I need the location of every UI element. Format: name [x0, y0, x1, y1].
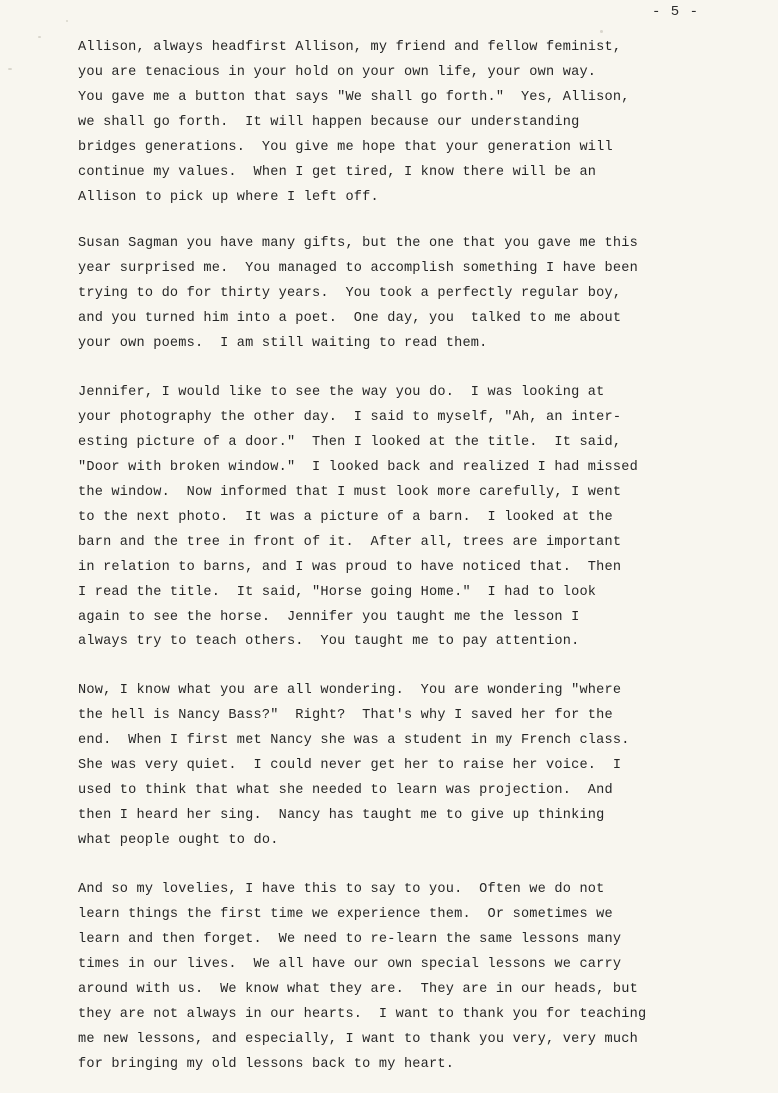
text-line: Allison to pick up where I left off.	[78, 190, 379, 205]
text-line: around with us. We know what they are. They are in our heads, but	[78, 982, 638, 997]
text-line: barn and the tree in front of it. After all, trees are important	[78, 535, 622, 550]
text-line: your own poems. I am still waiting to read them.	[78, 336, 488, 351]
text-line: Allison, always headfirst Allison, my friend and fellow feminist,	[78, 40, 622, 55]
scan-speck	[600, 30, 603, 33]
text-line: learn and then forget. We need to re-learn the same lessons many	[78, 932, 622, 947]
text-line: trying to do for thirty years. You took a perfectly regular boy,	[78, 286, 622, 301]
text-line: year surprised me. You managed to accomplish something I have been	[78, 261, 638, 276]
text-line: the hell is Nancy Bass?" Right? That's why I saved her for the	[78, 708, 613, 723]
text-line: end. When I first met Nancy she was a student in my French class.	[78, 733, 630, 748]
text-line: And so my lovelies, I have this to say to you. Often we do not	[78, 882, 605, 897]
text-line: continue my values. When I get tired, I know there will be an	[78, 165, 597, 180]
text-line: esting picture of a door." Then I looked at the title. It said,	[78, 435, 622, 450]
scan-speck	[38, 36, 41, 38]
scan-speck	[66, 20, 68, 22]
text-line: Now, I know what you are all wondering. You are wondering "where	[78, 683, 622, 698]
text-line: She was very quiet. I could never get her to raise her voice. I	[78, 758, 622, 773]
text-line: your photography the other day. I said to myself, "Ah, an inter-	[78, 410, 622, 425]
text-line: used to think that what she needed to learn was projection. And	[78, 783, 613, 798]
text-line: Jennifer, I would like to see the way you do. I was looking at	[78, 385, 605, 400]
text-line: what people ought to do.	[78, 833, 279, 848]
text-line: you are tenacious in your hold on your own life, your own way.	[78, 65, 597, 80]
text-line: in relation to barns, and I was proud to have noticed that. Then	[78, 560, 622, 575]
text-line: always try to teach others. You taught me to pay attention.	[78, 634, 580, 649]
text-line: Susan Sagman you have many gifts, but the one that you gave me this	[78, 236, 638, 251]
text-line: the window. Now informed that I must look more carefully, I went	[78, 485, 622, 500]
text-line: they are not always in our hearts. I want to thank you for teaching	[78, 1007, 647, 1022]
text-line: for bringing my old lessons back to my heart.	[78, 1057, 455, 1072]
text-line: then I heard her sing. Nancy has taught me to give up thinking	[78, 808, 605, 823]
text-line: again to see the horse. Jennifer you taught me the lesson I	[78, 610, 580, 625]
text-line: we shall go forth. It will happen because our understanding	[78, 115, 580, 130]
text-line: bridges generations. You give me hope that your generation will	[78, 140, 613, 155]
text-line: I read the title. It said, "Horse going Home." I had to look	[78, 585, 597, 600]
scan-speck	[8, 68, 12, 70]
text-line: You gave me a button that says "We shall go forth." Yes, Allison,	[78, 90, 630, 105]
text-line: me new lessons, and especially, I want to thank you very, very much	[78, 1032, 638, 1047]
text-line: and you turned him into a poet. One day, you talked to me about	[78, 311, 622, 326]
text-line: times in our lives. We all have our own special lessons we carry	[78, 957, 622, 972]
text-line: to the next photo. It was a picture of a barn. I looked at the	[78, 510, 613, 525]
text-line: "Door with broken window." I looked back and realized I had missed	[78, 460, 638, 475]
page-number: - 5 -	[652, 4, 700, 20]
text-line: learn things the first time we experience them. Or sometimes we	[78, 907, 613, 922]
